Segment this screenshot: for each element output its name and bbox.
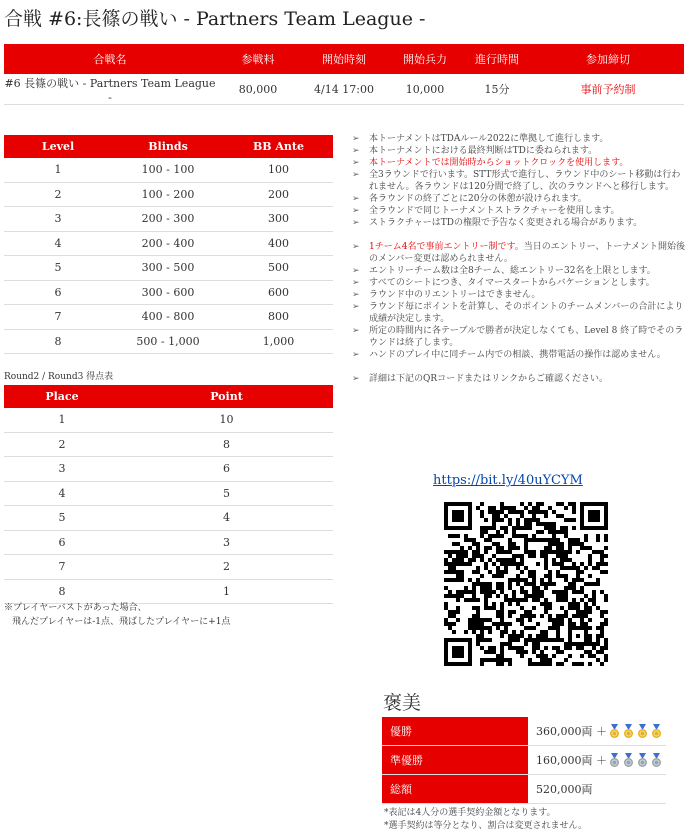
level-cell: 2 [4,182,112,207]
arrow-bullet-icon: ➢ [352,374,360,384]
header-cell: BB Ante [224,135,333,158]
silver-medal-icon [622,753,635,768]
rule-item [352,193,686,205]
rule-item [352,265,686,277]
header-cell: Place [4,385,120,408]
table-row [382,746,666,775]
rule-item [352,277,686,289]
header-cell: 進行時間 [462,44,532,74]
prize-note: *表記は4人分の選手契約金額となります。 [384,808,556,818]
point-cell: 4 [120,506,333,531]
place-cell: 7 [4,555,120,580]
ante-cell: 800 [224,305,333,330]
rule-text: 本トーナメントにおける最終判断はTDに委ねられます。 [369,146,598,156]
points-note [4,601,230,629]
arrow-bullet-icon: ➢ [352,266,360,276]
point-cell: 6 [120,457,333,482]
rule-text: 全ラウンドで同じトーナメントストラクチャーを使用します。 [369,206,620,216]
starting-stack: 10,000 [388,74,462,105]
arrow-bullet-icon: ➢ [352,158,360,168]
level-cell: 7 [4,305,112,330]
rule-text: 本トーナメントでは開始時からショットクロックを使用します。 [369,158,629,168]
gold-medal-icon [608,724,621,739]
rule-item [352,325,686,349]
prize-label: 総額 [382,775,528,804]
prize-value: 160,000両 ＋ [528,746,666,775]
place-cell: 3 [4,457,120,482]
level-duration: 15分 [462,74,532,105]
table-row [4,231,333,256]
entry-fee: 80,000 [216,74,300,105]
table-row [4,256,333,281]
place-cell: 1 [4,408,120,432]
table-row [4,457,333,482]
blinds-cell: 400 - 800 [112,305,224,330]
level-cell: 3 [4,207,112,232]
table-row [4,329,333,354]
rule-text: 全3ラウンドで行います。STT形式で進行し、ラウンド中のシート移動は行われません。各ラウンドは120分間で終了し、次のラウンドへと移行します。 [369,170,681,192]
header-cell: 参戦料 [216,44,300,74]
place-cell: 4 [4,481,120,506]
rule-item [352,217,686,229]
event-table-header [4,44,684,74]
points-header [4,385,333,408]
place-cell: 6 [4,530,120,555]
rule-item [352,373,686,385]
page-title: 合戦 #6:長篠の戦い - Partners Team League - [4,8,426,30]
header-cell: Point [120,385,333,408]
point-cell: 3 [120,530,333,555]
table-row [4,432,333,457]
blinds-cell: 100 - 200 [112,182,224,207]
points-table [4,385,333,604]
table-row [382,717,666,746]
silver-medal-icon [650,753,663,768]
table-row [4,530,333,555]
gold-medal-icon [650,724,663,739]
rule-text: ハンドのプレイ中に同チーム内での相談、携帯電話の操作は認めません。 [369,350,666,360]
event-table [4,44,684,105]
arrow-bullet-icon: ➢ [352,302,360,312]
table-row [4,506,333,531]
blinds-cell: 100 - 100 [112,158,224,182]
rule-item [352,349,686,361]
gold-medal-icon [636,724,649,739]
arrow-bullet-icon: ➢ [352,278,360,288]
header-cell: 開始時刻 [300,44,388,74]
place-cell: 8 [4,579,120,604]
blinds-cell: 300 - 600 [112,280,224,305]
blind-structure-header [4,135,333,158]
points-note-line: 飛んだプレイヤーは-1点、飛ばしたプレイヤーに+1点 [12,617,231,627]
details-link[interactable]: https://bit.ly/40uYCYM [433,473,583,488]
prize-table [382,717,666,804]
arrow-bullet-icon: ➢ [352,206,360,216]
rule-item [352,205,686,217]
table-row [4,408,333,432]
arrow-bullet-icon: ➢ [352,350,360,360]
rule-item [352,157,686,169]
rule-item [352,289,686,301]
gold-medal-icon [622,724,635,739]
rule-text: ラウンド中のリエントリーはできません。 [369,290,541,300]
blinds-cell: 500 - 1,000 [112,329,224,354]
rule-text: ストラクチャーはTDの権限で予告なく変更される場合があります。 [369,218,643,228]
ante-cell: 1,000 [224,329,333,354]
points-caption: Round2 / Round3 得点表 [4,372,114,382]
arrow-bullet-icon: ➢ [352,134,360,144]
point-cell: 10 [120,408,333,432]
ante-cell: 500 [224,256,333,281]
header-cell: Level [4,135,112,158]
table-row [4,280,333,305]
header-cell: 開始兵力 [388,44,462,74]
table-row [4,182,333,207]
start-time: 4/14 17:00 [300,74,388,105]
registration-deadline: 事前予約制 [532,74,684,105]
blinds-cell: 200 - 400 [112,231,224,256]
table-row [4,207,333,232]
rule-text: 本トーナメントはTDAルール2022に準拠して進行します。 [369,134,609,144]
arrow-bullet-icon: ➢ [352,290,360,300]
level-cell: 5 [4,256,112,281]
header-cell: 合戦名 [4,44,216,74]
qr-code-icon[interactable] [444,502,608,666]
silver-medal-icon [636,753,649,768]
table-row [4,579,333,604]
header-cell: Blinds [112,135,224,158]
ante-cell: 200 [224,182,333,207]
ante-cell: 300 [224,207,333,232]
rule-text: 所定の時間内に各テーブルで勝者が決定しなくても、Level 8 終了時でそのラウンドは終了します。 [369,326,684,348]
point-cell: 5 [120,481,333,506]
table-row [4,158,333,182]
table-row [4,74,684,105]
rule-text: エントリーチーム数は全8チーム、総エントリー32名を上限とします。 [369,266,656,276]
table-row [382,775,666,804]
arrow-bullet-icon: ➢ [352,242,360,252]
level-cell: 4 [4,231,112,256]
event-name: #6 長篠の戦い - Partners Team League - [4,74,216,105]
prize-label: 準優勝 [382,746,528,775]
level-cell: 1 [4,158,112,182]
silver-medal-icon [608,753,621,768]
arrow-bullet-icon: ➢ [352,194,360,204]
point-cell: 8 [120,432,333,457]
blinds-cell: 300 - 500 [112,256,224,281]
rule-text: 各ラウンドの終了ごとに20分の休憩が設けられます。 [369,194,587,204]
level-cell: 6 [4,280,112,305]
place-cell: 2 [4,432,120,457]
table-row [4,555,333,580]
rule-item [352,169,686,193]
table-row [4,305,333,330]
prize-value: 520,000両 [528,775,666,804]
rule-text: すべてのシートにつき、タイマースタートからバケーションとします。 [369,278,655,288]
blind-structure-table [4,135,333,354]
rule-item [352,241,686,265]
rule-text: 詳細は下記のQRコードまたはリンクからご確認ください。 [369,374,608,384]
arrow-bullet-icon: ➢ [352,170,360,180]
header-cell: 参加締切 [532,44,684,74]
prize-notes [384,807,587,833]
ante-cell: 400 [224,231,333,256]
table-row [4,481,333,506]
level-cell: 8 [4,329,112,354]
arrow-bullet-icon: ➢ [352,326,360,336]
rule-item [352,145,686,157]
point-cell: 1 [120,579,333,604]
point-cell: 2 [120,555,333,580]
prize-value: 360,000両 ＋ [528,717,666,746]
place-cell: 5 [4,506,120,531]
rule-highlight: 1チーム4名で事前エントリー制です。 [369,242,524,252]
rules-list [352,133,686,385]
rule-text: ラウンド毎にポイントを計算し、そのポイントのチームメンバーの合計により成績が決定します。 [369,302,684,324]
blinds-cell: 200 - 300 [112,207,224,232]
rule-item [352,301,686,325]
points-note-line: ※プレイヤーバストがあった場合、 [4,603,147,613]
prize-heading: 褒美 [383,692,422,714]
rule-item [352,133,686,145]
ante-cell: 600 [224,280,333,305]
arrow-bullet-icon: ➢ [352,146,360,156]
prize-note: *選手契約は等分となり、割合は変更されません。 [384,821,588,831]
ante-cell: 100 [224,158,333,182]
prize-label: 優勝 [382,717,528,746]
rule-text: 当日のエントリー、トーナメント開始後のメンバー変更は認められません。 [369,242,686,264]
arrow-bullet-icon: ➢ [352,218,360,228]
